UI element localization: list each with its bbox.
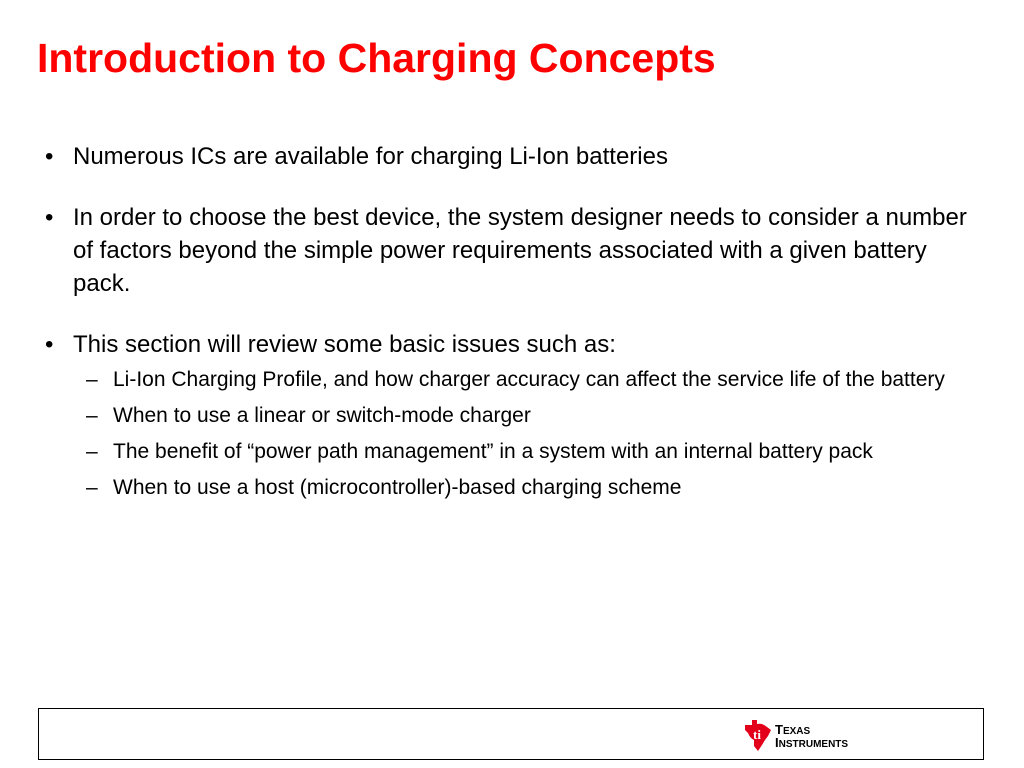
sub-bullet-text: When to use a linear or switch-mode charger: [113, 404, 531, 427]
sub-bullet-item: [73, 436, 990, 467]
bullet-item: [40, 201, 990, 300]
sub-bullet-item: [73, 364, 990, 395]
texas-instruments-logo-icon: [742, 718, 774, 752]
bullet-item: [40, 140, 990, 173]
bullet-text: This section will review some basic issues such as:: [73, 331, 616, 358]
sub-bullet-text: The benefit of “power path management” in a system with an internal battery pack: [113, 440, 873, 463]
texas-instruments-wordmark: [775, 724, 848, 750]
texas-instruments-logo: [742, 718, 872, 752]
logo-line-2: INSTRUMENTS: [775, 735, 849, 750]
bullet-text: Numerous ICs are available for charging Li-Ion batteries: [73, 143, 668, 170]
sub-bullet-item: [73, 400, 990, 431]
bullet-marker: •: [45, 331, 54, 358]
bullet-marker: •: [45, 143, 54, 170]
sub-bullet-marker: –: [86, 440, 98, 463]
sub-bullet-list: [73, 364, 990, 503]
sub-bullet-marker: –: [86, 476, 98, 499]
sub-bullet-marker: –: [86, 368, 98, 391]
sub-bullet-text: Li-Ion Charging Profile, and how charger accuracy can affect the service life of the battery: [113, 368, 945, 391]
slide-title: Introduction to Charging Concepts: [37, 35, 716, 81]
sub-bullet-marker: –: [86, 404, 98, 427]
bullet-list: [40, 140, 990, 531]
bullet-marker: •: [45, 204, 54, 231]
bullet-text: In order to choose the best device, the system designer needs to consider a number of factors beyond the simple power requirements associated with a given battery pack.: [73, 204, 967, 297]
bullet-item: [40, 328, 990, 503]
logo-line-1: TEXAS: [775, 722, 811, 737]
svg-text:ti: ti: [753, 727, 761, 742]
sub-bullet-text: When to use a host (microcontroller)-based charging scheme: [113, 476, 682, 499]
sub-bullet-item: [73, 472, 990, 503]
